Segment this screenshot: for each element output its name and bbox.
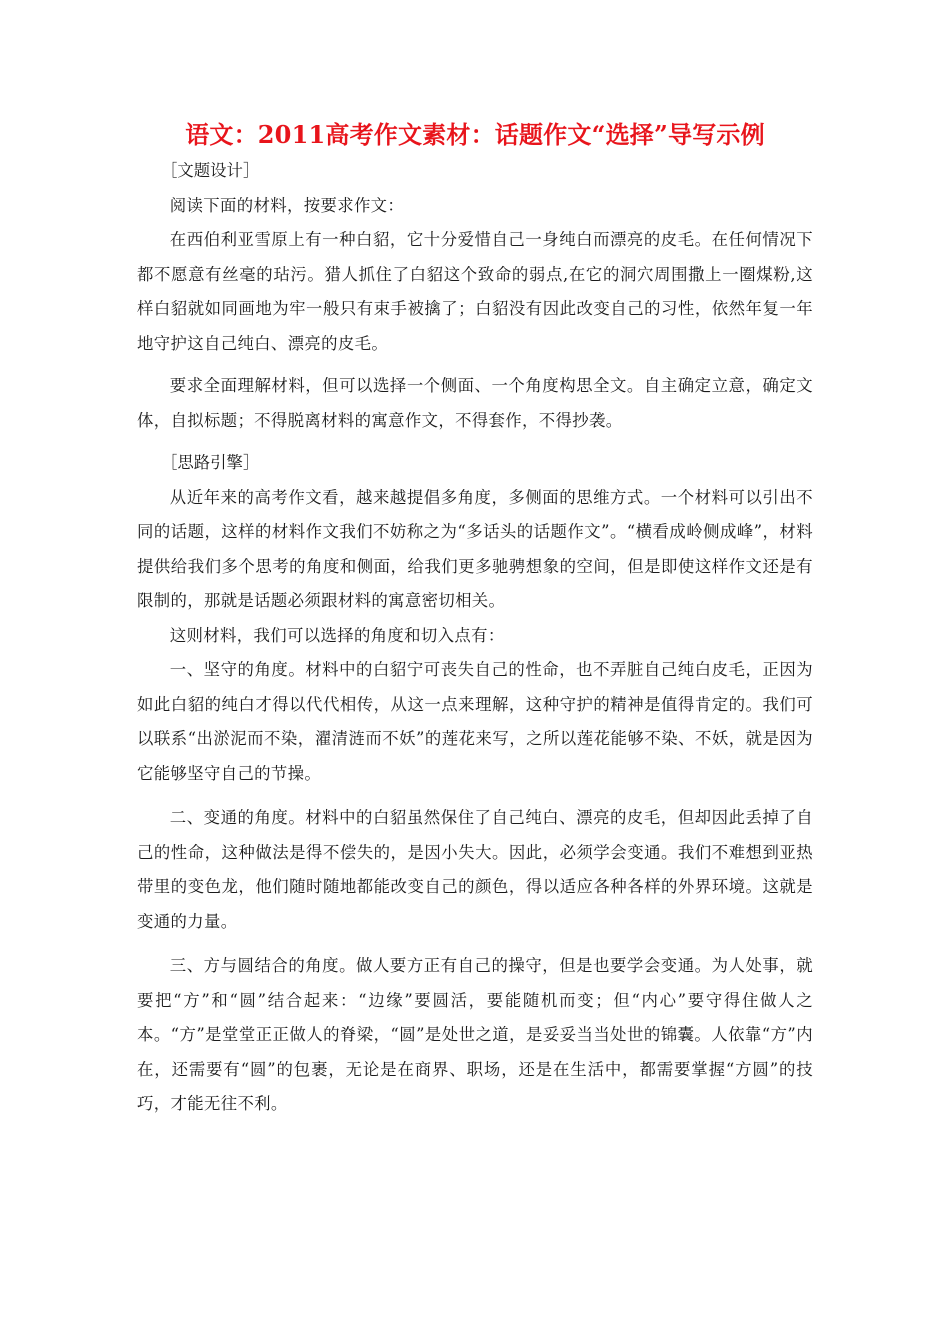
document-page	[137, 118, 813, 1122]
angle-two-paragraph: 二、变通的角度。材料中的白貂虽然保住了自己纯白、漂亮的皮毛，但却因此丢掉了自己的性命，这种做法是得不偿失的，是因小失大。因此，必须学会变通。我们不难想到亚热带里的变色龙，他们随时随地都能改变自己的颜色，得以适应各种各样的外界环境。这就是变通的力量。	[137, 808, 813, 931]
angle-one-paragraph: 一、坚守的角度。材料中的白貂宁可丧失自己的性命，也不弄脏自己纯白皮毛，正因为如此白貂的纯白才得以代代相传，从这一点来理解，这种守护的精神是值得肯定的。我们可以联系“出淤泥而不染，濯清涟而不妖”的莲花来写，之所以莲花能够不染、不妖，就是因为它能够坚守自己的节操。	[137, 660, 813, 783]
story-paragraph: 在西伯利亚雪原上有一种白貂，它十分爱惜自己一身纯白而漂亮的皮毛。在任何情况下都不愿意有丝毫的玷污。猎人抓住了白貂这个致命的弱点,在它的洞穴周围撒上一圈煤粉,这样白貂就如同画地为牢一般只有束手被擒了；白貂没有因此改变自己的习性，依然年复一年地守护这自己纯白、漂亮的皮毛。	[137, 230, 813, 353]
intro-paragraph: 阅读下面的材料，按要求作文：	[169, 195, 405, 215]
document-title: 语文：2011高考作文素材：话题作文“选择”导写示例	[185, 120, 765, 149]
section-heading-topic-design: ［文题设计］	[161, 161, 260, 180]
analysis-paragraph: 从近年来的高考作文看，越来越提倡多角度，多侧面的思维方式。一个材料可以引出不同的话题，这样的材料作文我们不妨称之为“多话头的话题作文”。“横看成岭侧成峰”，材料提供给我们多个思考的角度和侧面，给我们更多驰骋想象的空间，但是即使这样作文还是有限制的，那就是话题必须跟材料的寓意密切相关。	[137, 487, 813, 610]
angles-intro-paragraph: 这则材料，我们可以选择的角度和切入点有：	[169, 625, 505, 645]
requirement-paragraph: 要求全面理解材料，但可以选择一个侧面、一个角度构思全文。自主确定立意，确定文体，自拟标题；不得脱离材料的寓意作文，不得套作，不得抄袭。	[137, 376, 813, 430]
angle-three-paragraph: 三、方与圆结合的角度。做人要方正有自己的操守，但是也要学会变通。为人处事，就要把“方”和“圆”结合起来：“边缘”要圆活，要能随机而变；但“内心”要守得住做人之本。“方”是堂堂正正做人的脊梁，“圆”是处世之道，是妥妥当当处世的锦囊。人依靠“方”内在，还需要有“圆”的包裹，无论是在商界、职场，还是在生活中，都需要掌握“方圆”的技巧，才能无往不利。	[137, 956, 813, 1113]
section-heading-thinking-guide: ［思路引擎］	[161, 453, 260, 472]
